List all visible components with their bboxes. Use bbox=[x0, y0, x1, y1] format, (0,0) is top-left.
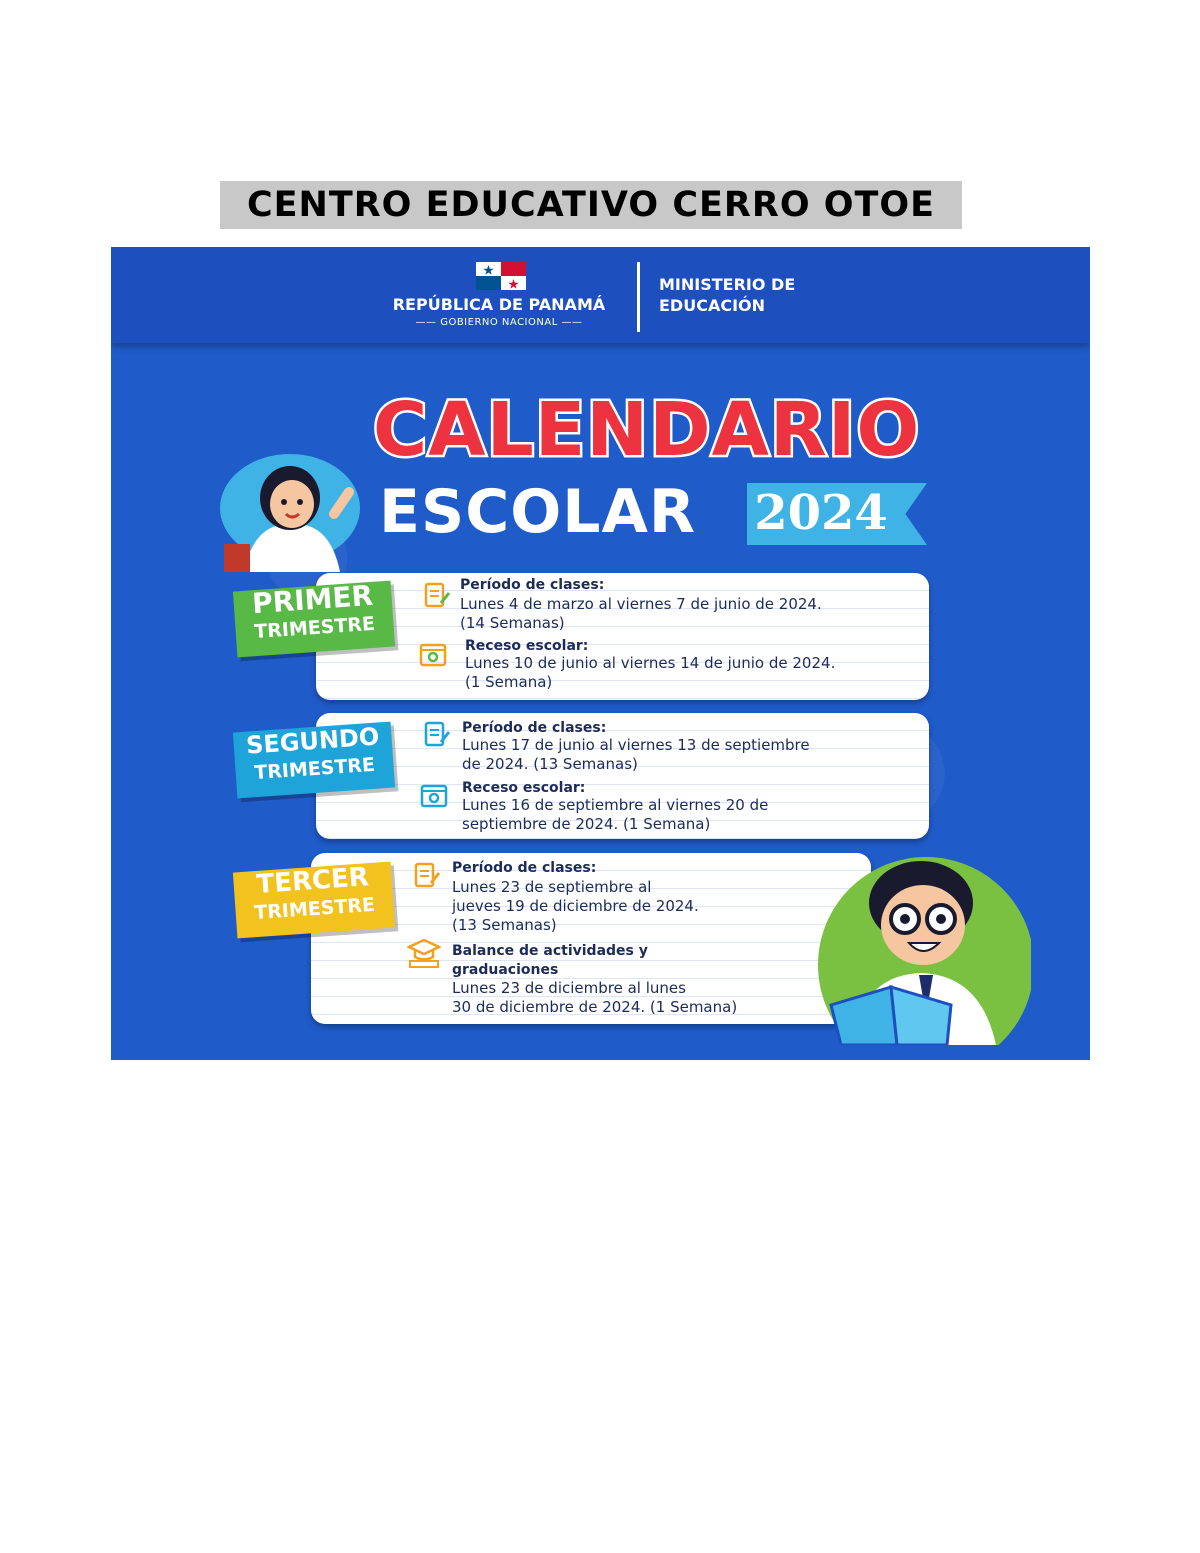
trimester-tag-line-1: PRIMER bbox=[251, 578, 375, 621]
item-body bbox=[460, 595, 822, 633]
header-divider bbox=[637, 262, 640, 332]
calendar-gear-icon bbox=[420, 781, 448, 809]
document-edit-icon bbox=[413, 861, 441, 889]
item-line: 30 de diciembre de 2024. (1 Semana) bbox=[452, 998, 738, 1016]
item-heading: Período de clases: bbox=[460, 577, 605, 593]
ministry-name bbox=[659, 274, 859, 316]
trimester-tag-line-2: TRIMESTRE bbox=[253, 612, 376, 644]
item-heading: Período de clases: bbox=[452, 860, 597, 876]
item-heading-line: graduaciones bbox=[452, 962, 559, 978]
item-line: (14 Semanas) bbox=[460, 614, 565, 632]
trimester-tag-3 bbox=[233, 862, 395, 939]
ministry-line-1: MINISTERIO DE bbox=[659, 275, 796, 294]
item-line: Lunes 10 de junio al viernes 14 de junio de 2024. bbox=[465, 654, 836, 672]
item-line: Lunes 23 de diciembre al lunes bbox=[452, 979, 686, 997]
poster-header bbox=[111, 247, 1090, 343]
item-heading bbox=[452, 942, 648, 980]
document-title: CENTRO EDUCATIVO CERRO OTOE bbox=[220, 181, 962, 229]
graduation-cap-icon bbox=[407, 937, 441, 969]
school-title: ESCOLAR bbox=[379, 477, 697, 547]
item-line: (13 Semanas) bbox=[452, 916, 557, 934]
trimester-tag-line-1: SEGUNDO bbox=[245, 722, 381, 760]
calendar-gear-icon bbox=[419, 640, 447, 668]
ministry-line-2: EDUCACIÓN bbox=[659, 296, 766, 315]
item-heading: Receso escolar: bbox=[462, 780, 586, 796]
item-body bbox=[462, 796, 768, 834]
trimester-tag-2 bbox=[233, 722, 395, 799]
school-calendar-poster bbox=[111, 247, 1090, 1060]
item-line: de 2024. (13 Semanas) bbox=[462, 755, 638, 773]
item-heading: Período de clases: bbox=[462, 720, 607, 736]
trimester-tag-line-2: TRIMESTRE bbox=[253, 753, 376, 785]
government-name: —— GOBIERNO NACIONAL —— bbox=[379, 317, 619, 328]
item-line: Lunes 17 de junio al viernes 13 de septiembre bbox=[462, 736, 810, 754]
trimester-tag-1 bbox=[233, 578, 395, 658]
year-label: 2024 bbox=[754, 485, 888, 541]
item-line: Lunes 4 de marzo al viernes 7 de junio de 2024. bbox=[460, 595, 822, 613]
item-body bbox=[462, 736, 810, 774]
item-body bbox=[452, 979, 737, 1017]
item-body bbox=[452, 878, 699, 935]
item-body bbox=[465, 654, 835, 692]
document-edit-icon bbox=[423, 581, 451, 609]
document-edit-icon bbox=[423, 720, 451, 748]
item-line: jueves 19 de diciembre de 2024. bbox=[452, 897, 699, 915]
item-line: septiembre de 2024. (1 Semana) bbox=[462, 815, 711, 833]
boy-student-illustration bbox=[801, 855, 1031, 1045]
item-line: Lunes 16 de septiembre al viernes 20 de bbox=[462, 796, 769, 814]
republic-name: REPÚBLICA DE PANAMÁ bbox=[392, 295, 606, 314]
trimester-tag-line-2: TRIMESTRE bbox=[253, 893, 376, 925]
item-line: Lunes 23 de septiembre al bbox=[452, 878, 652, 896]
calendar-title: CALENDARIO bbox=[373, 387, 921, 473]
item-heading-line: Balance de actividades y bbox=[452, 943, 648, 959]
trimester-tag-line-1: TERCER bbox=[255, 862, 370, 900]
item-line: (1 Semana) bbox=[465, 673, 553, 691]
girl-student-illustration bbox=[204, 452, 360, 572]
item-heading: Receso escolar: bbox=[465, 638, 589, 654]
panama-flag-icon bbox=[476, 262, 526, 290]
